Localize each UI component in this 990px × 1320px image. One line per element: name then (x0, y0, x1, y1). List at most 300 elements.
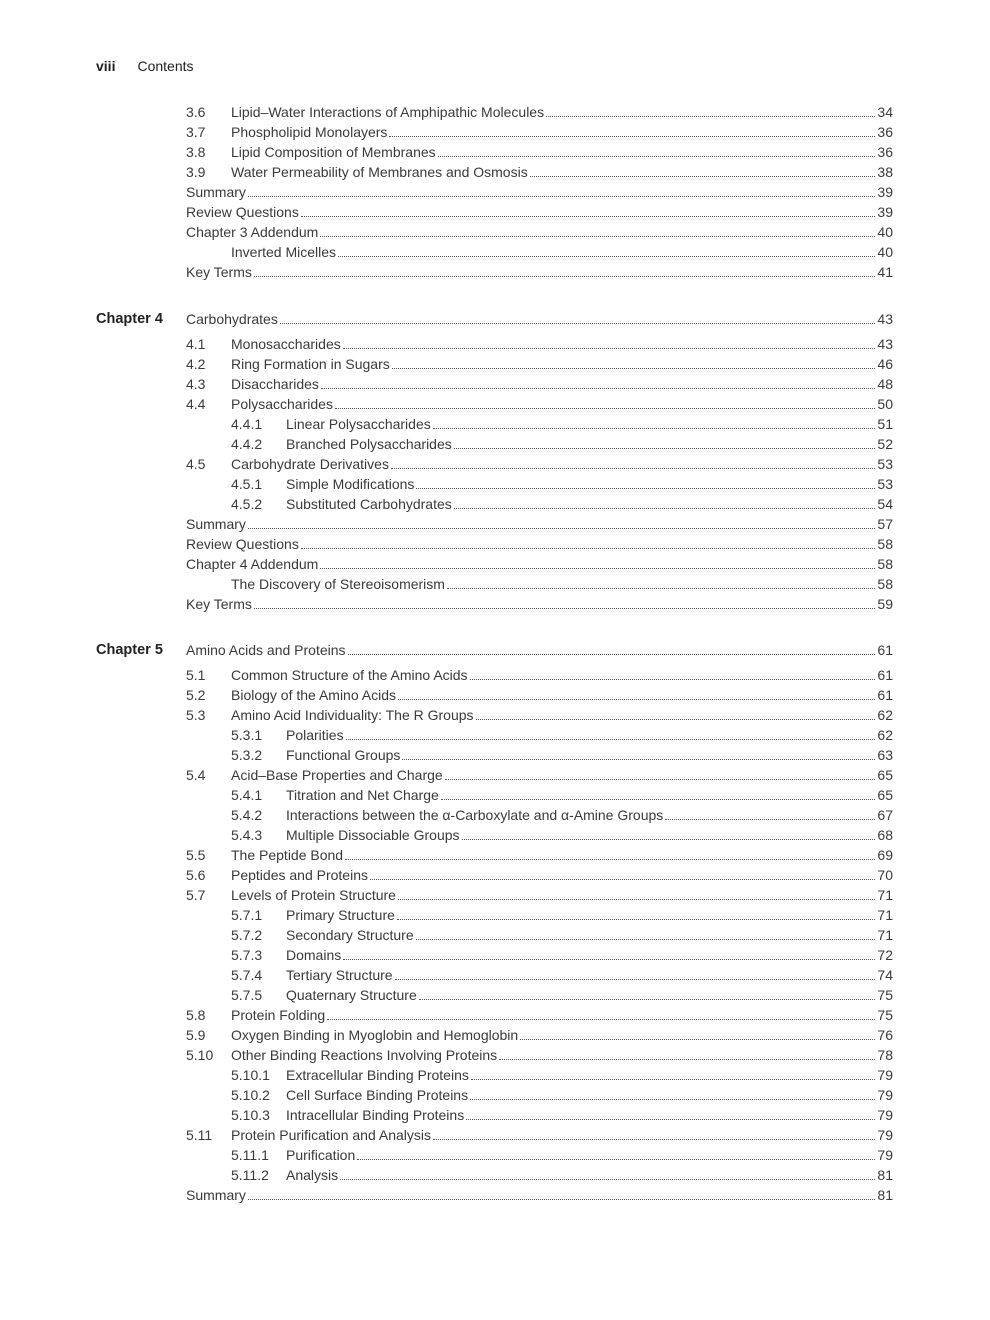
dot-leader (470, 1099, 875, 1100)
toc-entry-row (0, 925, 990, 945)
toc-entry-row (0, 685, 990, 705)
page-ref: 58 (877, 556, 893, 572)
entry-title: Tertiary Structure (286, 967, 393, 983)
toc-entry[interactable] (231, 374, 893, 394)
entry-title: Carbohydrates (186, 311, 278, 327)
section-number: 5.3.1 (231, 727, 263, 743)
page-ref: 48 (877, 376, 893, 392)
toc-entry[interactable] (186, 182, 893, 202)
page-ref: 36 (877, 124, 893, 140)
toc-entry-row (0, 142, 990, 162)
toc-entry[interactable] (286, 1065, 893, 1085)
toc-entry[interactable] (286, 785, 893, 805)
entry-title: Purification (286, 1147, 356, 1163)
entry-title: Cell Surface Binding Proteins (286, 1087, 469, 1103)
toc-entry[interactable] (186, 514, 893, 534)
page-ref: 65 (877, 767, 893, 783)
section-number: 5.4.3 (231, 827, 263, 843)
dot-leader (546, 116, 875, 117)
page-ref: 79 (877, 1067, 893, 1083)
toc-entry[interactable] (231, 122, 893, 142)
page-ref: 43 (877, 336, 893, 352)
toc-entry-row (0, 222, 990, 242)
section-number: 4.4.1 (231, 416, 263, 432)
entry-title: Extracellular Binding Proteins (286, 1067, 469, 1083)
entry-title: Interactions between the α-Carboxylate and α-Amine Groups (286, 807, 664, 823)
page-ref: 76 (877, 1027, 893, 1043)
toc-entry[interactable] (231, 705, 893, 725)
dot-leader (438, 156, 876, 157)
page-ref: 36 (877, 144, 893, 160)
toc-entry-row (0, 1005, 990, 1025)
dot-leader (398, 899, 875, 900)
toc-entry[interactable] (186, 309, 893, 329)
page-ref: 61 (877, 667, 893, 683)
toc-entry[interactable] (286, 1165, 893, 1185)
dot-leader (321, 388, 875, 389)
section-number: 5.10.2 (231, 1087, 270, 1103)
toc-entry-row (0, 354, 990, 374)
toc-entry-row (0, 1185, 990, 1205)
toc-entry-row (0, 374, 990, 394)
page-ref: 53 (877, 456, 893, 472)
section-number: 5.7 (186, 887, 206, 903)
toc-entry-row (0, 1145, 990, 1165)
toc-entry[interactable] (231, 765, 893, 785)
entry-title: Quaternary Structure (286, 987, 417, 1003)
toc-entry[interactable] (286, 474, 893, 494)
page-ref: 50 (877, 396, 893, 412)
dot-leader (530, 176, 876, 177)
section-number: 5.4 (186, 767, 206, 783)
dot-leader (389, 136, 875, 137)
page-ref: 61 (877, 687, 893, 703)
section-number: 4.2 (186, 356, 206, 372)
toc-entry-row (0, 785, 990, 805)
section-number: 5.3 (186, 707, 206, 723)
entry-title: Primary Structure (286, 907, 395, 923)
toc-entry[interactable] (286, 1145, 893, 1165)
entry-title: The Peptide Bond (231, 847, 344, 863)
section-number: 3.6 (186, 104, 206, 120)
entry-title: Carbohydrate Derivatives (231, 456, 389, 472)
toc-entry-row (0, 394, 990, 414)
page-ref: 40 (877, 244, 893, 260)
section-number: 5.7.1 (231, 907, 263, 923)
page-ref: 81 (877, 1167, 893, 1183)
toc-entry[interactable] (186, 202, 893, 222)
page-ref: 62 (877, 707, 893, 723)
running-title: Contents (137, 58, 194, 74)
entry-title: Peptides and Proteins (231, 867, 368, 883)
dot-leader (395, 979, 876, 980)
dot-leader (433, 428, 876, 429)
toc-entry[interactable] (231, 142, 893, 162)
toc-entry[interactable] (286, 1105, 893, 1125)
toc-entry[interactable] (286, 414, 893, 434)
section-number: 5.8 (186, 1007, 206, 1023)
entry-title: Chapter 3 Addendum (186, 224, 319, 240)
toc-entry-row (0, 1025, 990, 1045)
entry-title: Simple Modifications (286, 476, 415, 492)
entry-title: Summary (186, 516, 246, 532)
toc-entry-row (0, 1105, 990, 1125)
section-number: 4.4 (186, 396, 206, 412)
dot-leader (338, 256, 875, 257)
entry-title: Lipid–Water Interactions of Amphipathic Molecules (231, 104, 545, 120)
section-number: 5.11 (186, 1127, 213, 1143)
page-ref: 40 (877, 224, 893, 240)
page-ref: 38 (877, 164, 893, 180)
toc-entry-row (0, 1165, 990, 1185)
toc-entry-row (0, 102, 990, 122)
entry-title: Amino Acids and Proteins (186, 642, 346, 658)
entry-title: Ring Formation in Sugars (231, 356, 390, 372)
toc-entry[interactable] (286, 745, 893, 765)
toc-entry-row (0, 1045, 990, 1065)
section-number: 3.9 (186, 164, 206, 180)
dot-leader (280, 323, 876, 324)
toc-entry[interactable] (286, 825, 893, 845)
section-number: 5.7.3 (231, 947, 263, 963)
entry-title: Amino Acid Individuality: The R Groups (231, 707, 474, 723)
toc-entry-row (0, 1085, 990, 1105)
chapter-label: Chapter 4 (96, 311, 163, 327)
toc-entry-row (0, 122, 990, 142)
dot-leader (665, 819, 875, 820)
toc-entry-row (0, 725, 990, 745)
page-ref: 71 (877, 907, 893, 923)
toc-entry[interactable] (231, 242, 893, 262)
entry-title: Secondary Structure (286, 927, 414, 943)
entry-title: The Discovery of Stereoisomerism (231, 576, 445, 592)
toc-entry-row (0, 434, 990, 454)
entry-title: Other Binding Reactions Involving Proteins (231, 1047, 498, 1063)
entry-title: Oxygen Binding in Myoglobin and Hemoglobin (231, 1027, 519, 1043)
page-ref: 75 (877, 1007, 893, 1023)
section-number: 5.10.1 (231, 1067, 270, 1083)
dot-leader (402, 759, 875, 760)
toc-entry[interactable] (231, 865, 893, 885)
dot-leader (254, 276, 876, 277)
entry-title: Key Terms (186, 596, 252, 612)
entry-title: Protein Purification and Analysis (231, 1127, 431, 1143)
toc-entry-row (0, 845, 990, 865)
toc-entry[interactable] (186, 554, 893, 574)
section-number: 5.7.2 (231, 927, 263, 943)
dot-leader (398, 699, 875, 700)
entry-title: Summary (186, 184, 246, 200)
entry-title: Lipid Composition of Membranes (231, 144, 436, 160)
toc-entry[interactable] (231, 394, 893, 414)
page-ref: 69 (877, 847, 893, 863)
page-ref: 39 (877, 184, 893, 200)
section-number: 5.11.2 (231, 1167, 269, 1183)
dot-leader (471, 1079, 876, 1080)
section-number: 5.9 (186, 1027, 206, 1043)
toc-entry[interactable] (231, 162, 893, 182)
dot-leader (343, 959, 875, 960)
toc-entry[interactable] (286, 985, 893, 1005)
toc-entry[interactable] (286, 805, 893, 825)
toc-entry[interactable] (286, 1085, 893, 1105)
toc-entry-row (0, 474, 990, 494)
toc-entry[interactable] (186, 534, 893, 554)
toc-entry[interactable] (231, 665, 893, 685)
entry-title: Linear Polysaccharides (286, 416, 431, 432)
entry-title: Water Permeability of Membranes and Osmosis (231, 164, 528, 180)
dot-leader (454, 448, 876, 449)
dot-leader (447, 588, 875, 589)
toc-entry-row (0, 334, 990, 354)
toc-entry-row (0, 494, 990, 514)
entry-title: Inverted Micelles (231, 244, 337, 260)
toc-entry-row (0, 885, 990, 905)
dot-leader (416, 488, 875, 489)
page-ref: 41 (877, 264, 893, 280)
toc-entry-row (0, 574, 990, 594)
section-number: 4.3 (186, 376, 206, 392)
page-ref: 79 (877, 1107, 893, 1123)
toc-entry[interactable] (231, 1125, 893, 1145)
page-ref: 70 (877, 867, 893, 883)
toc-entry-row (0, 454, 990, 474)
page-ref: 58 (877, 536, 893, 552)
toc-entry[interactable] (286, 925, 893, 945)
toc-entry[interactable] (231, 454, 893, 474)
section-number: 5.6 (186, 867, 206, 883)
toc-entry[interactable] (186, 1185, 893, 1205)
dot-leader (248, 1199, 876, 1200)
dot-leader (416, 939, 876, 940)
entry-title: Substituted Carbohydrates (286, 496, 452, 512)
section-number: 5.2 (186, 687, 206, 703)
section-number: 4.5.1 (231, 476, 263, 492)
dot-leader (462, 839, 876, 840)
entry-title: Intracellular Binding Proteins (286, 1107, 465, 1123)
toc-entry-row (0, 905, 990, 925)
page-ref: 78 (877, 1047, 893, 1063)
toc-entry[interactable] (286, 905, 893, 925)
entry-title: Biology of the Amino Acids (231, 687, 396, 703)
dot-leader (343, 348, 876, 349)
page-ref: 74 (877, 967, 893, 983)
toc-entry-row (0, 945, 990, 965)
toc-entry[interactable] (231, 354, 893, 374)
toc-entry-row (0, 985, 990, 1005)
toc-entry[interactable] (231, 845, 893, 865)
toc-entry-row (0, 554, 990, 574)
entry-title: Multiple Dissociable Groups (286, 827, 460, 843)
toc-entry-row (0, 1065, 990, 1085)
toc-entry[interactable] (231, 685, 893, 705)
section-number: 4.5 (186, 456, 206, 472)
toc-entry-row (0, 825, 990, 845)
page-ref: 63 (877, 747, 893, 763)
toc-entry-row (0, 514, 990, 534)
dot-leader (301, 548, 876, 549)
entry-title: Disaccharides (231, 376, 319, 392)
dot-leader (248, 196, 876, 197)
page-ref: 79 (877, 1147, 893, 1163)
dot-leader (320, 236, 875, 237)
page-ref: 39 (877, 204, 893, 220)
toc-entry-row (0, 765, 990, 785)
entry-title: Monosaccharides (231, 336, 341, 352)
page-ref: 53 (877, 476, 893, 492)
section-number: 4.4.2 (231, 436, 263, 452)
toc-entry[interactable] (286, 494, 893, 514)
page-ref: 81 (877, 1187, 893, 1203)
toc-chapter-row (0, 640, 990, 660)
toc-entry-row (0, 202, 990, 222)
dot-leader (470, 679, 876, 680)
toc-entry[interactable] (231, 574, 893, 594)
toc-entry-row (0, 745, 990, 765)
section-number: 5.4.2 (231, 807, 263, 823)
page-ref: 34 (877, 104, 893, 120)
toc-entry[interactable] (231, 334, 893, 354)
toc-entry-row (0, 162, 990, 182)
dot-leader (348, 654, 876, 655)
dot-leader (327, 1019, 875, 1020)
toc-entry-row (0, 705, 990, 725)
page-ref: 75 (877, 987, 893, 1003)
toc-entry[interactable] (231, 102, 893, 122)
entry-title: Acid–Base Properties and Charge (231, 767, 443, 783)
page-ref: 59 (877, 596, 893, 612)
toc-entry[interactable] (186, 640, 893, 660)
dot-leader (520, 1039, 875, 1040)
dot-leader (441, 799, 876, 800)
section-number: 5.10 (186, 1047, 214, 1063)
page-ref: 67 (877, 807, 893, 823)
section-number: 5.3.2 (231, 747, 263, 763)
entry-title: Titration and Net Charge (286, 787, 439, 803)
page-ref: 79 (877, 1127, 893, 1143)
toc-entry-row (0, 805, 990, 825)
page-ref: 68 (877, 827, 893, 843)
section-number: 5.7.4 (231, 967, 263, 983)
entry-title: Review Questions (186, 536, 299, 552)
entry-title: Summary (186, 1187, 246, 1203)
toc-entry-row (0, 534, 990, 554)
toc-entry[interactable] (231, 1025, 893, 1045)
dot-leader (335, 408, 875, 409)
dot-leader (346, 739, 876, 740)
toc-entry-row (0, 182, 990, 202)
toc-entry[interactable] (286, 725, 893, 745)
entry-title: Polarities (286, 727, 344, 743)
toc-entry[interactable] (186, 594, 893, 614)
toc-entry[interactable] (231, 885, 893, 905)
toc-entry-row (0, 594, 990, 614)
toc-chapter-row (0, 309, 990, 329)
dot-leader (370, 879, 875, 880)
page-ref: 79 (877, 1087, 893, 1103)
page-ref: 57 (877, 516, 893, 532)
page-ref: 52 (877, 436, 893, 452)
dot-leader (499, 1059, 875, 1060)
toc-entry[interactable] (186, 262, 893, 282)
toc-entry-row (0, 242, 990, 262)
chapter-label: Chapter 5 (96, 642, 163, 658)
entry-title: Domains (286, 947, 342, 963)
running-head (96, 58, 194, 74)
section-number: 3.8 (186, 144, 206, 160)
dot-leader (433, 1139, 875, 1140)
dot-leader (320, 568, 875, 569)
entry-title: Review Questions (186, 204, 299, 220)
dot-leader (397, 919, 876, 920)
entry-title: Analysis (286, 1167, 339, 1183)
toc-entry[interactable] (286, 945, 893, 965)
entry-title: Key Terms (186, 264, 252, 280)
page-ref: 62 (877, 727, 893, 743)
dot-leader (454, 508, 876, 509)
toc-entry[interactable] (231, 1005, 893, 1025)
toc-entry-row (0, 665, 990, 685)
entry-title: Polysaccharides (231, 396, 333, 412)
page-ref: 61 (877, 642, 893, 658)
toc-entry[interactable] (286, 965, 893, 985)
page-ref: 65 (877, 787, 893, 803)
page-ref: 71 (877, 927, 893, 943)
dot-leader (391, 468, 875, 469)
section-number: 3.7 (186, 124, 206, 140)
toc-entry-row (0, 262, 990, 282)
toc-entry-row (0, 965, 990, 985)
toc-entry[interactable] (286, 434, 893, 454)
entry-title: Functional Groups (286, 747, 401, 763)
section-number: 5.1 (186, 667, 206, 683)
entry-title: Levels of Protein Structure (231, 887, 396, 903)
toc-entry[interactable] (231, 1045, 893, 1065)
toc-entry-row (0, 414, 990, 434)
entry-title: Branched Polysaccharides (286, 436, 452, 452)
page-ref: 71 (877, 887, 893, 903)
section-number: 5.4.1 (231, 787, 263, 803)
dot-leader (254, 608, 876, 609)
page-ref: 51 (877, 416, 893, 432)
dot-leader (419, 999, 876, 1000)
toc-entry-row (0, 1125, 990, 1145)
page-number: viii (96, 58, 116, 74)
dot-leader (445, 779, 876, 780)
dot-leader (476, 719, 876, 720)
entry-title: Phospholipid Monolayers (231, 124, 388, 140)
page-ref: 54 (877, 496, 893, 512)
page-ref: 46 (877, 356, 893, 372)
entry-title: Chapter 4 Addendum (186, 556, 319, 572)
dot-leader (248, 528, 876, 529)
section-number: 4.5.2 (231, 496, 263, 512)
toc-entry[interactable] (186, 222, 893, 242)
entry-title: Common Structure of the Amino Acids (231, 667, 468, 683)
entry-title: Protein Folding (231, 1007, 326, 1023)
section-number: 5.11.1 (231, 1147, 269, 1163)
section-number: 4.1 (186, 336, 206, 352)
dot-leader (392, 368, 876, 369)
dot-leader (357, 1159, 875, 1160)
toc-entry-row (0, 865, 990, 885)
dot-leader (345, 859, 875, 860)
page-ref: 58 (877, 576, 893, 592)
dot-leader (340, 1179, 875, 1180)
section-number: 5.10.3 (231, 1107, 270, 1123)
page-ref: 72 (877, 947, 893, 963)
section-number: 5.5 (186, 847, 206, 863)
